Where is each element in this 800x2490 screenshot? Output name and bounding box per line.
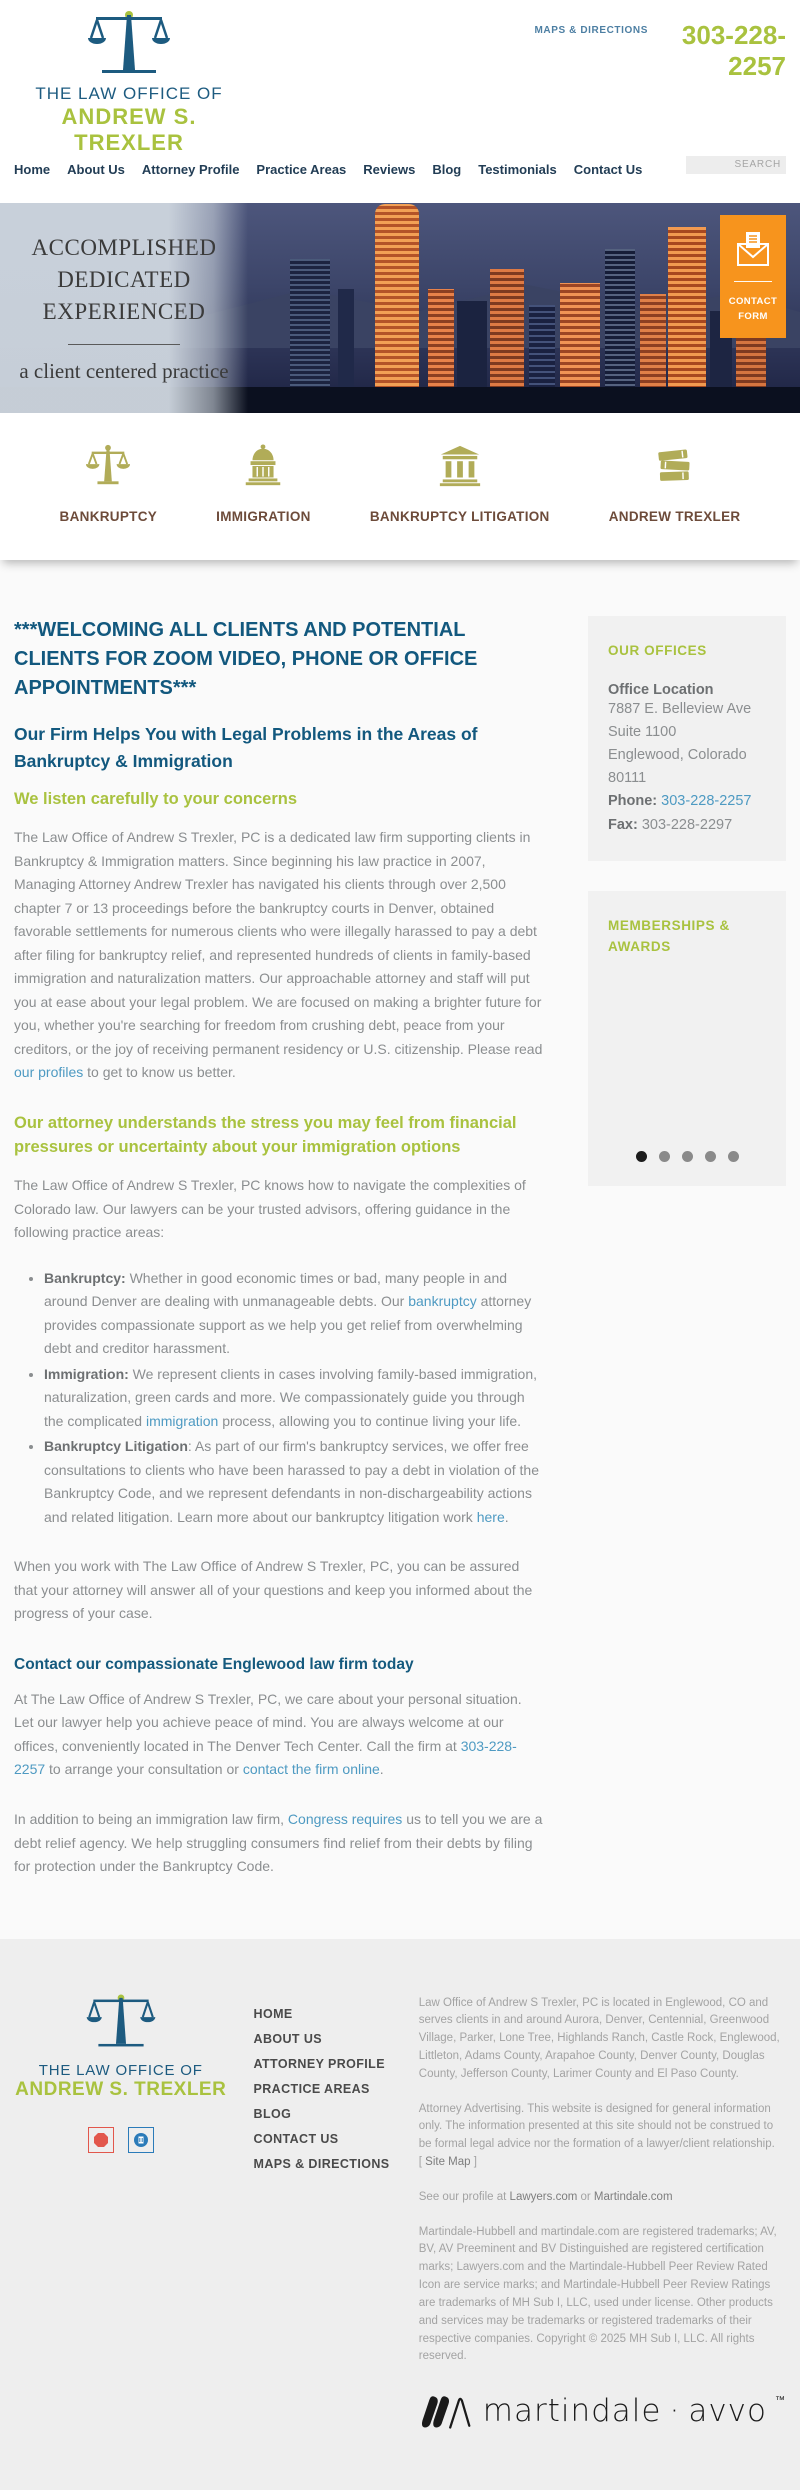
footer-link-home[interactable]: HOME — [254, 2007, 393, 2021]
hero-divider — [68, 344, 180, 345]
sidebar-fax-row — [608, 814, 766, 837]
footer-link-contact-us[interactable]: CONTACT US — [254, 2132, 393, 2146]
building — [529, 305, 555, 389]
hero-line-dedicated: DEDICATED — [32, 264, 217, 296]
capitol-icon — [240, 443, 286, 489]
bullet-bankruptcy-text-end: attorney provides compassionate support as we help you get relief from overwhelming debt and creditor harassment. — [44, 1293, 531, 1356]
footer-link-blog[interactable]: BLOG — [254, 2107, 393, 2121]
footer-logo-column — [14, 1993, 228, 2431]
strip-item-andrew-trexler[interactable] — [609, 443, 741, 524]
bullet-litigation-lead: Bankruptcy Litigation — [44, 1438, 188, 1454]
broken-image-icon-blue[interactable] — [128, 2127, 154, 2153]
contact-form-button[interactable] — [720, 215, 786, 338]
contact-text-end: . — [380, 1761, 384, 1777]
martindale-avvo-wordmark — [483, 2393, 786, 2429]
logo-text-line2: ANDREW S. TREXLER — [14, 104, 244, 156]
carousel-dot-4[interactable] — [705, 1151, 716, 1162]
listen-heading: We listen carefully to your concerns — [14, 787, 544, 812]
logo-text-line1: THE LAW OFFICE OF — [14, 84, 244, 104]
nav-reviews[interactable]: Reviews — [363, 162, 415, 177]
footer-link-maps-directions[interactable]: MAPS & DIRECTIONS — [254, 2157, 393, 2171]
strip-item-bankruptcy-litigation[interactable] — [370, 443, 550, 524]
colorado-law-paragraph: The Law Office of Andrew S Trexler, PC knows how to navigate the complexities of Colorado law. Our lawyers can be your trusted advisors, offering guidance in the following practice areas: — [14, 1174, 544, 1245]
hero-line-accomplished: ACCOMPLISHED — [32, 232, 217, 264]
footer-logo[interactable] — [15, 1993, 226, 2101]
nav-about-us[interactable]: About Us — [67, 162, 125, 177]
carousel-dot-3[interactable] — [682, 1151, 693, 1162]
carousel-dot-2[interactable] — [659, 1151, 670, 1162]
here-link[interactable]: here — [477, 1509, 505, 1525]
memberships-title: MEMBERSHIPS & AWARDS — [608, 915, 766, 958]
intro-text: The Law Office of Andrew S Trexler, PC is a dedicated law firm supporting clients in Bankruptcy & Immigration matters. Since beginning his law practice in 2007, Managing Attorney Andrew Trexler has navigated his clients through over 2,500 chapter 7 or 13 proceedings before the bankruptcy courts in Denver, obtained favorable settlements for numerous clients who were illegally harassed to pay a debt after filing for bankruptcy relief, and represented hundreds of clients in family-based immigration and naturalization matters. Our approachable attorney and staff will put you at ease about your legal problem. We are focused on making a brighter future for you, whether you're searching for freedom from crushing debt, peace from your creditors, or the joy of receiving permanent residency or U.S. citizenship. Please read — [14, 829, 542, 1057]
carousel-dots — [608, 971, 766, 1162]
assurance-paragraph: When you work with The Law Office of Andrew S Trexler, PC, you can be assured that your attorney will answer all of your questions and keep you informed about the progress of your case. — [14, 1555, 544, 1626]
contact-online-link[interactable]: contact the firm online — [243, 1761, 380, 1777]
bullet-bankruptcy-lead: Bankruptcy: — [44, 1270, 126, 1286]
building — [490, 269, 524, 389]
contact-paragraph — [14, 1688, 544, 1782]
building — [375, 204, 419, 389]
welcome-heading: ***WELCOMING ALL CLIENTS AND POTENTIAL CLIENTS FOR ZOOM VIDEO, PHONE OR OFFICE APPOINTMENTS*** — [14, 616, 544, 703]
building — [560, 283, 600, 389]
books-icon — [652, 443, 698, 489]
building — [605, 249, 635, 389]
debt-relief-text-end: us to tell you we are a debt relief agency. We help struggling consumers find relief from their debts by filing for protection under the Bankruptcy Code. — [14, 1811, 542, 1874]
search-input[interactable] — [686, 156, 786, 174]
phone-link[interactable]: 303-228-2257 — [14, 1738, 517, 1778]
contact-firm-heading: Contact our compassionate Englewood law firm today — [14, 1656, 544, 1674]
phone-label: Phone: — [608, 793, 661, 809]
bullet-litigation-text-end: . — [505, 1509, 509, 1525]
advertising-text: Attorney Advertising. This website is designed for general information only. The information presented at this site should not be construed to be formal legal advice nor the formation of a lawyer/client relationship. — [419, 2103, 775, 2151]
practice-areas-list — [44, 1267, 544, 1530]
congress-requires-link[interactable]: Congress requires — [288, 1811, 402, 1827]
envelope-icon — [736, 231, 770, 267]
bullet-bankruptcy — [44, 1267, 544, 1361]
fax-number: 303-228-2297 — [642, 817, 732, 833]
debt-relief-paragraph — [14, 1808, 544, 1879]
header-phone-number[interactable]: 303-228-2257 — [678, 20, 786, 82]
brand-tm: ™ — [775, 2395, 786, 2406]
main-navigation — [14, 162, 786, 185]
scales-of-justice-icon — [86, 10, 172, 80]
broken-image-icon-red[interactable] — [88, 2127, 114, 2153]
sidebar — [588, 616, 786, 1879]
address-line-1: 7887 E. Belleview Ave — [608, 698, 766, 721]
header — [0, 0, 800, 185]
firm-logo[interactable] — [14, 10, 244, 156]
nav-attorney-profile[interactable]: Attorney Profile — [142, 162, 240, 177]
firm-helps-heading: Our Firm Helps You with Legal Problems in the Areas of Bankruptcy & Immigration — [14, 721, 544, 775]
footer-logo-line2: ANDREW S. TREXLER — [15, 2079, 226, 2101]
hero-headline — [32, 232, 217, 329]
nav-contact-us[interactable]: Contact Us — [574, 162, 643, 177]
office-location-label: Office Location — [608, 682, 766, 698]
our-profiles-link[interactable]: our profiles — [14, 1064, 83, 1080]
footer-link-about-us[interactable]: ABOUT US — [254, 2032, 393, 2046]
strip-label-andrew-trexler: ANDREW TREXLER — [609, 509, 741, 524]
main-content — [0, 560, 800, 1939]
immigration-link[interactable]: immigration — [146, 1413, 218, 1429]
attorney-advertising-paragraph — [419, 2101, 786, 2172]
address-line-3: Englewood, Colorado — [608, 744, 766, 767]
intro-paragraph — [14, 826, 544, 1085]
footer-links-column — [254, 1993, 393, 2431]
fax-label: Fax: — [608, 817, 642, 833]
bullet-immigration-text: We represent clients in cases involving family-based immigration, naturalization, green cards and more. We compassionately guide you through the complicated — [44, 1366, 537, 1429]
address-line-4: 80111 — [608, 767, 766, 790]
strip-item-bankruptcy[interactable] — [60, 443, 158, 524]
strip-label-bankruptcy-litigation: BANKRUPTCY LITIGATION — [370, 509, 550, 524]
sidebar-phone-row — [608, 790, 766, 813]
hero-text-overlay — [0, 203, 248, 413]
nav-home[interactable]: Home — [14, 162, 50, 177]
bullet-immigration-text-end: process, allowing you to continue living your life. — [218, 1413, 521, 1429]
profile-paragraph — [419, 2189, 786, 2207]
address-line-2: Suite 1100 — [608, 721, 766, 744]
footer-link-attorney-profile[interactable]: ATTORNEY PROFILE — [254, 2057, 393, 2071]
building — [428, 289, 454, 389]
memberships-awards-box — [588, 891, 786, 1186]
nav-blog[interactable]: Blog — [432, 162, 461, 177]
sitemap-bracket-close: ] — [471, 2156, 477, 2168]
footer-legal-column — [419, 1993, 786, 2431]
carousel-dot-1[interactable] — [636, 1151, 647, 1162]
martindale-avvo-logo[interactable] — [419, 2392, 786, 2430]
debt-relief-text: In addition to being an immigration law firm, — [14, 1811, 288, 1827]
contact-button-divider — [734, 281, 772, 282]
building — [338, 289, 354, 389]
bullet-immigration — [44, 1363, 544, 1434]
hero-line-experienced: EXPERIENCED — [32, 296, 217, 328]
bankruptcy-link[interactable]: bankruptcy — [408, 1293, 476, 1309]
brand-avvo: avvo — [688, 2393, 767, 2429]
our-offices-box — [588, 616, 786, 861]
brand-dot: · — [669, 2393, 680, 2429]
strip-item-immigration[interactable] — [216, 443, 311, 524]
footer-logo-line1: THE LAW OFFICE OF — [15, 2062, 226, 2079]
trademark-paragraph: Martindale-Hubbell and martindale.com are registered trademarks; AV, BV, AV Preeminent and BV Distinguished are registered certification marks; Lawyers.com and the Martindale-Hubbell Peer Review Rated Icon are service marks; and Martindale-Hubbell Peer Review Ratings are trademarks of MH Sub I, LLC, used under license. Other products and services may be trademarks or registered trademarks of their respective companies. Copyright © 2025 MH Sub I, LLC. All rights reserved. — [419, 2224, 786, 2367]
our-offices-title: OUR OFFICES — [608, 640, 766, 662]
hero-banner — [0, 203, 800, 413]
carousel-dot-5[interactable] — [728, 1151, 739, 1162]
footer-scales-icon — [85, 1993, 157, 2053]
building — [290, 259, 330, 389]
nav-testimonials[interactable]: Testimonials — [478, 162, 557, 177]
contact-text: At The Law Office of Andrew S Trexler, PC, we care about your personal situation. Let our lawyer help you achieve peace of mind. You are always welcome at our offices, conveniently located in The Denver Tech Center. Call the firm at — [14, 1691, 522, 1754]
footer — [0, 1939, 800, 2490]
profile-text: See our profile at — [419, 2191, 510, 2203]
intro-text-end: to get to know us better. — [83, 1064, 236, 1080]
bullet-bankruptcy-text: Whether in good economic times or bad, many people in and around Denver are dealing with unmanageable debts. Our — [44, 1270, 507, 1310]
footer-link-practice-areas[interactable]: PRACTICE AREAS — [254, 2082, 393, 2096]
bullet-immigration-lead: Immigration: — [44, 1366, 129, 1382]
site-map-link[interactable]: Site Map — [425, 2156, 470, 2168]
sidebar-phone-link[interactable]: 303-228-2257 — [661, 793, 751, 809]
martindale-avvo-mark-icon — [419, 2392, 471, 2430]
profile-text-mid: or — [577, 2191, 594, 2203]
strip-label-immigration: IMMIGRATION — [216, 509, 311, 524]
strip-label-bankruptcy: BANKRUPTCY — [60, 509, 158, 524]
building — [640, 294, 666, 389]
brand-martindale: martindale — [483, 2393, 662, 2429]
footer-social-icons — [14, 2127, 228, 2153]
lawyers-com-link[interactable]: Lawyers.com — [510, 2191, 578, 2203]
scales-icon — [85, 443, 131, 489]
sitemap-bracket-open: [ — [419, 2156, 425, 2168]
building — [668, 227, 706, 389]
martindale-com-link[interactable]: Martindale.com — [594, 2191, 673, 2203]
bullet-litigation-text: : As part of our firm's bankruptcy services, we offer free consultations to clients who have been harassed to pay a debt in violation of the Bankruptcy Code, and we represent defendants in non-dischargeability actions and related litigation. Learn more about our bankruptcy litigation work — [44, 1438, 539, 1525]
nav-practice-areas[interactable]: Practice Areas — [256, 162, 346, 177]
building — [457, 301, 487, 389]
hero-tagline: a client centered practice — [19, 359, 228, 384]
contact-button-label: CONTACT FORM — [726, 294, 780, 324]
maps-directions-link[interactable]: MAPS & DIRECTIONS — [534, 25, 648, 36]
contact-text-mid: to arrange your consultation or — [45, 1761, 243, 1777]
service-area-paragraph: Law Office of Andrew S Trexler, PC is located in Englewood, CO and serves clients in and around Aurora, Denver, Centennial, Greenwood Village, Parker, Lone Tree, Highlands Ranch, Castle Rock, Englewood, Littleton, Adams County, Arapahoe County, Denver County, Douglas County, Jefferson County, Larimer County and El Paso County. — [419, 1995, 786, 2084]
courthouse-icon — [437, 443, 483, 489]
bullet-bankruptcy-litigation — [44, 1435, 544, 1529]
attorney-understands-heading: Our attorney understands the stress you may feel from financial pressures or uncertainty about your immigration options — [14, 1111, 544, 1161]
practice-areas-strip — [0, 413, 800, 560]
